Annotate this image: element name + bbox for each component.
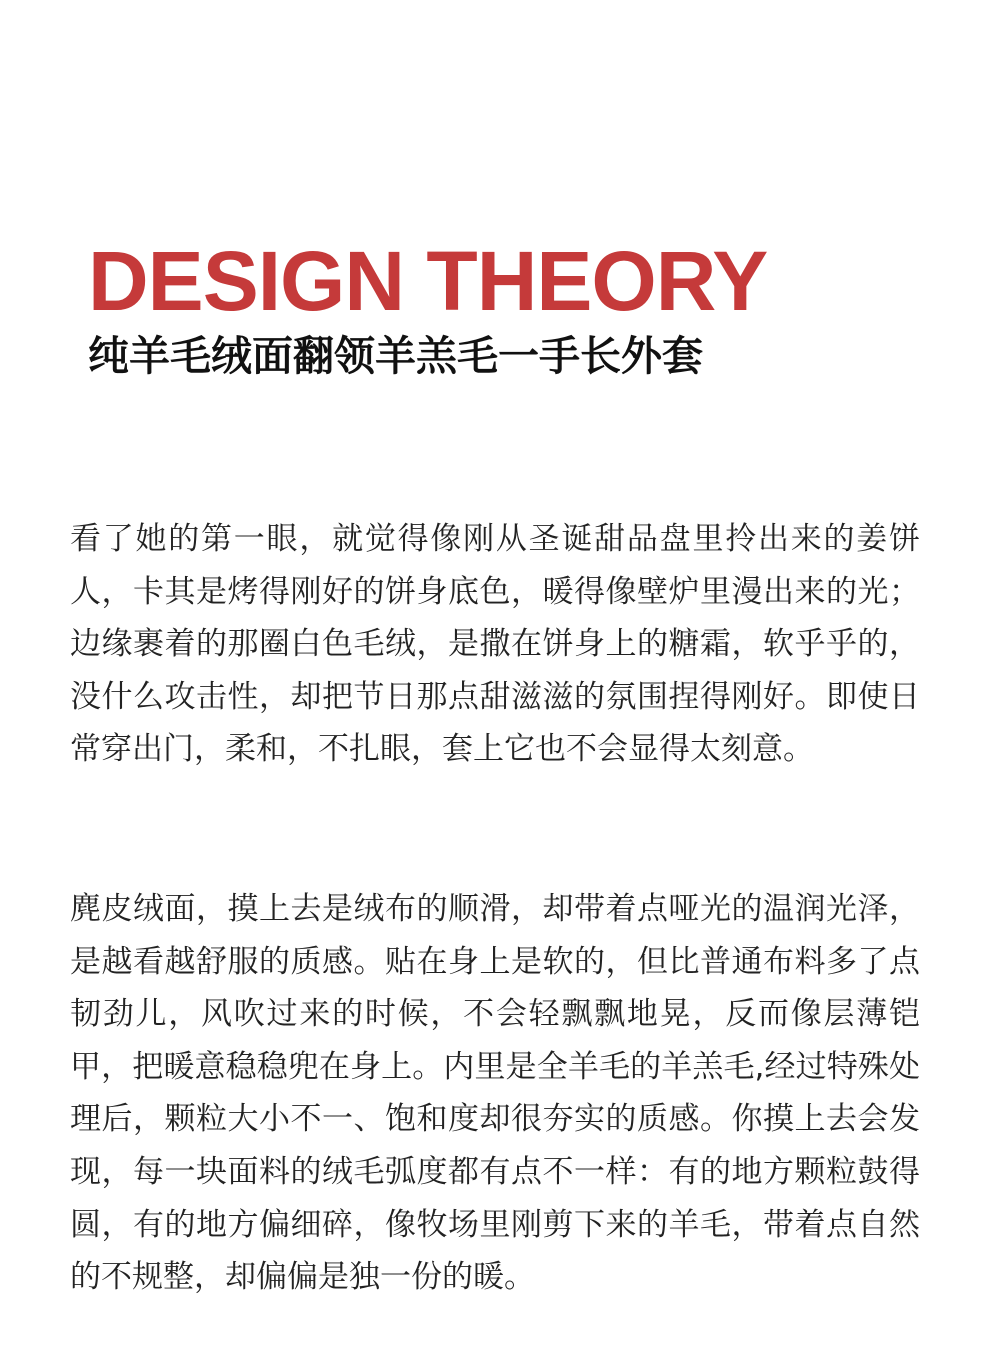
body-paragraph-2: 麂皮绒面，摸上去是绒布的顺滑，却带着点哑光的温润光泽，是越看越舒服的质感。贴在身上是软的，但比普通布料多了点韧劲儿，风吹过来的时候，不会轻飘飘地晃，反而像层薄铠甲，把暖意稳稳兜在身上。内里是全羊毛的羊羔毛,经过特殊处理后，颗粒大小不一、饱和度却很夯实的质感。你摸上去会发现，每一块面料的绒毛弧度都有点不一样：有的地方颗粒鼓得圆，有的地方偏细碎，像牧场里刚剪下来的羊毛，带着点自然的不规整，却偏偏是独一份的暖。 — [70, 891, 920, 1296]
page-subtitle: 纯羊毛绒面翻领羊羔毛一手长外套 — [88, 332, 703, 380]
heading-block — [88, 236, 948, 384]
page-title: DESIGN THEORY — [88, 234, 768, 328]
body-paragraph-1: 看了她的第一眼，就觉得像刚从圣诞甜品盘里拎出来的姜饼人，卡其是烤得刚好的饼身底色，暖得像壁炉里漫出来的光；边缘裹着的那圈白色毛绒，是撒在饼身上的糖霜，软乎乎的，没什么攻击性，却把节日那点甜滋滋的氛围捏得刚好。即使日常穿出门，柔和，不扎眼，套上它也不会显得太刻意。 — [70, 521, 920, 768]
